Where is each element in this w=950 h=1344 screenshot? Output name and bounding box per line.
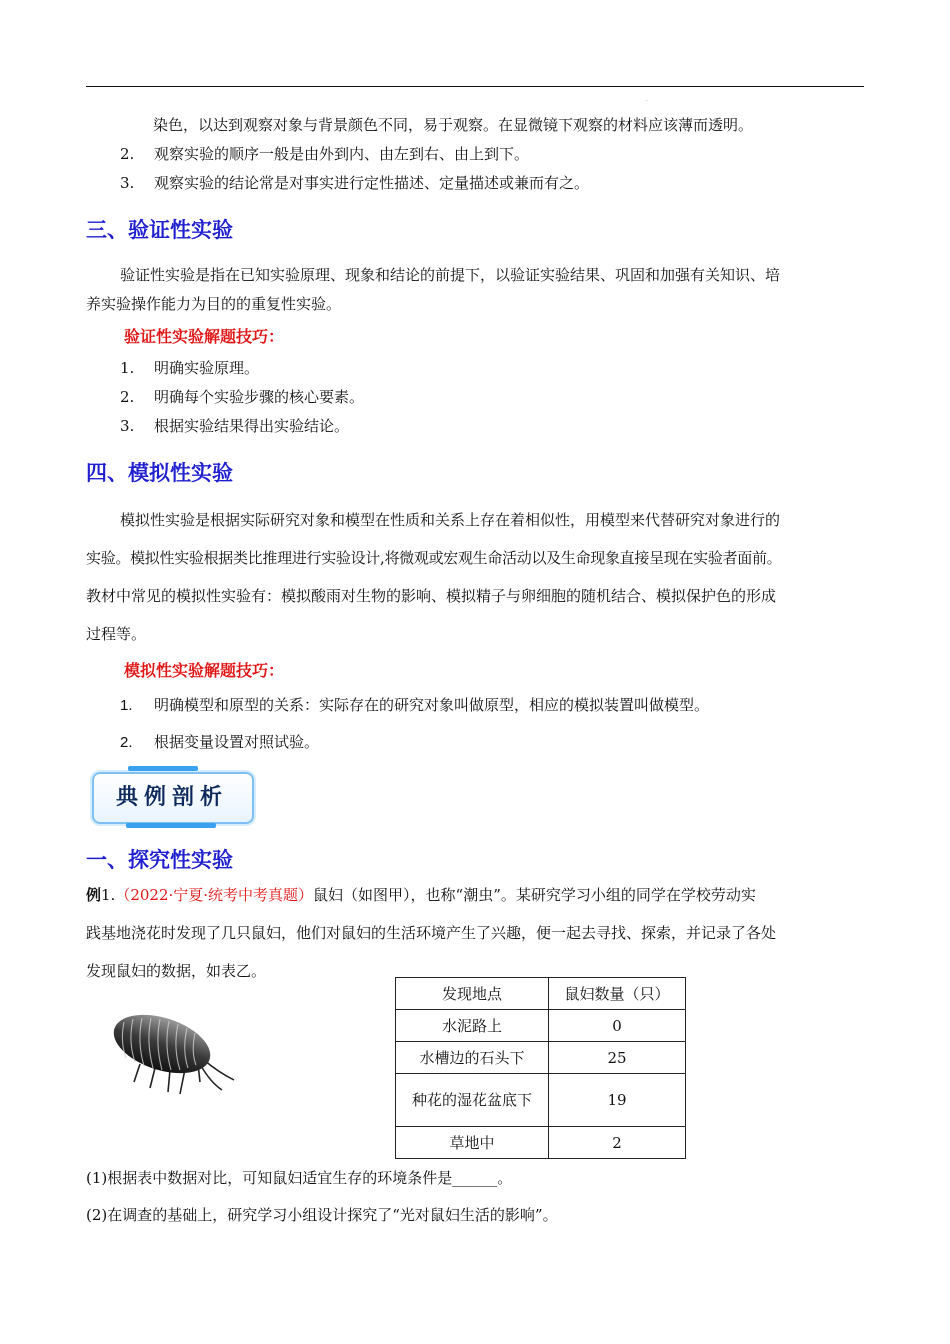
table-cell: 0 xyxy=(549,1010,686,1042)
section3-para-line2: 养实验操作能力为目的的重复性实验。 xyxy=(86,295,342,313)
section4-title: 四、模拟性实验 xyxy=(86,461,233,485)
section3-tip-3: 3. 根据实验结果得出实验结论。 xyxy=(120,417,350,435)
woodlouse-data-table xyxy=(395,977,686,1159)
section3-para-line1: 验证性实验是指在已知实验原理、现象和结论的前提下，以验证实验结果、巩固和加强有关知识、培 xyxy=(120,266,781,284)
woodlouse-image xyxy=(100,1002,240,1102)
badge-label: 典例剖析 xyxy=(115,785,228,810)
section4-tip-1: 1. 明确模型和原型的关系：实际存在的研究对象叫做原型，相应的模拟装置叫做模型。 xyxy=(120,696,710,714)
table-cell: 草地中 xyxy=(396,1127,549,1159)
table-cell: 水槽边的石头下 xyxy=(396,1042,549,1074)
table-header-cell: 鼠妇数量（只） xyxy=(549,978,686,1010)
badge-top-accent xyxy=(128,766,198,771)
example-source: （2022·宁夏·统考中考真题） xyxy=(115,886,314,904)
question-1: (1)根据表中数据对比，可知鼠妇适宜生存的环境条件是______。 xyxy=(86,1169,513,1187)
table-header-cell: 发现地点 xyxy=(396,978,549,1010)
table-row xyxy=(396,1042,686,1074)
badge-bottom-accent xyxy=(126,823,216,828)
question-2: (2)在调查的基础上，研究学习小组设计探究了“光对鼠妇生活的影响”。 xyxy=(86,1206,558,1224)
table-row xyxy=(396,1074,686,1127)
example-line2: 践基地浇花时发现了几只鼠妇，他们对鼠妇的生活环境产生了兴趣，便一起去寻找、探索，并记录了各处 xyxy=(86,924,777,942)
table-cell: 水泥路上 xyxy=(396,1010,549,1042)
section3-title: 三、验证性实验 xyxy=(86,218,233,242)
example-line3: 发现鼠妇的数据，如表乙。 xyxy=(86,962,267,980)
header-dot: . xyxy=(646,96,648,103)
section1-title: 一、探究性实验 xyxy=(86,848,233,872)
section3-tips-title: 验证性实验解题技巧： xyxy=(124,327,285,346)
table-cell: 2 xyxy=(549,1127,686,1159)
section4-tip-2: 2. 根据变量设置对照试验。 xyxy=(120,733,320,751)
table-cell: 种花的湿花盆底下 xyxy=(396,1074,549,1127)
observe-item-3: 3. 观察实验的结论常是对事实进行定性描述、定量描述或兼而有之。 xyxy=(120,174,590,192)
table-cell: 19 xyxy=(549,1074,686,1127)
example-prefix: 例 xyxy=(86,886,102,904)
example-line1: 例1.（2022·宁夏·统考中考真题）鼠妇（如图甲），也称“潮虫”。某研究学习小组的同学在学校劳动实 xyxy=(86,886,756,904)
section4-para-line2: 实验。模拟性实验根据类比推理进行实验设计,将微观或宏观生命活动以及生命现象直接呈现在实验者面前。 xyxy=(86,549,782,567)
observe-item-2: 2. 观察实验的顺序一般是由外到内、由左到右、由上到下。 xyxy=(120,145,530,163)
table-header-row xyxy=(396,978,686,1010)
section4-para-line3: 教材中常见的模拟性实验有：模拟酸雨对生物的影响、模拟精子与卵细胞的随机结合、模拟保护色的形成 xyxy=(86,587,777,605)
table-row xyxy=(396,1127,686,1159)
section4-tips-title: 模拟性实验解题技巧： xyxy=(124,661,285,680)
section4-para-line1: 模拟性实验是根据实际研究对象和模型在性质和关系上存在着相似性，用模型来代替研究对象进行的 xyxy=(120,511,781,529)
header-rule xyxy=(86,86,864,87)
table-cell: 25 xyxy=(549,1042,686,1074)
example-analysis-badge xyxy=(86,766,258,828)
section4-para-line4: 过程等。 xyxy=(86,625,147,643)
section3-tip-2: 2. 明确每个实验步骤的核心要素。 xyxy=(120,388,365,406)
intro-continuation: 染色，以达到观察对象与背景颜色不同，易于观察。在显微镜下观察的材料应该薄而透明。 xyxy=(153,116,754,134)
table-row xyxy=(396,1010,686,1042)
section3-tip-1: 1. 明确实验原理。 xyxy=(120,359,260,377)
